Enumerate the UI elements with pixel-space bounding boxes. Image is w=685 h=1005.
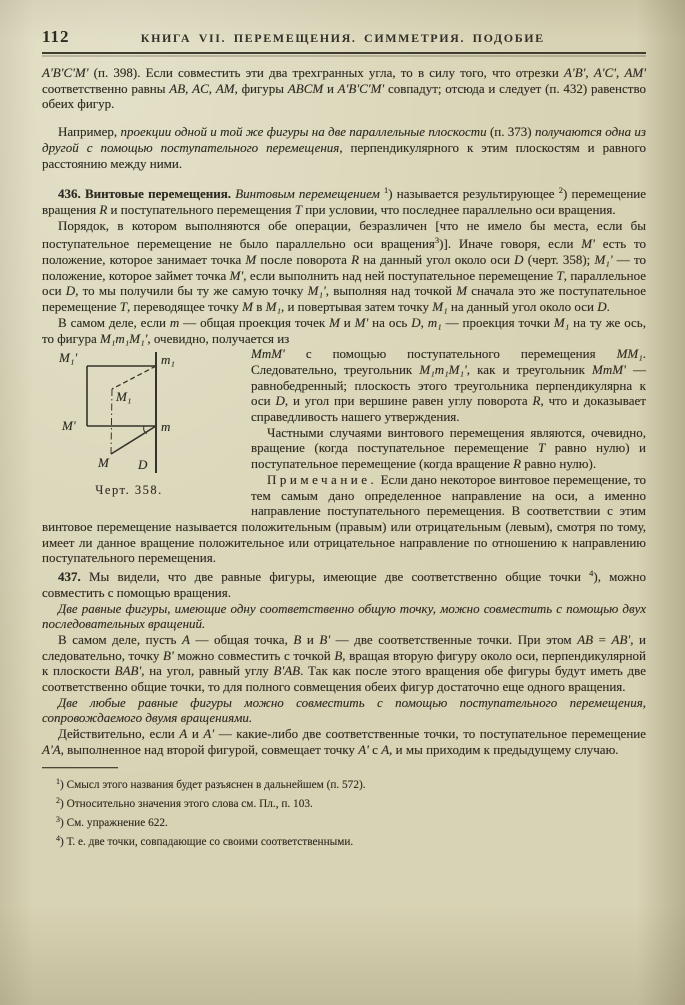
figure-label-m1-small: m₁ [161, 352, 175, 368]
figure-chert-358 [59, 349, 199, 499]
body-text [42, 65, 646, 758]
paragraph-trihedral-angles: A'B'C'M' (п. 398). Если совместить эти два трехгранных угла, то в силу того, что отрезки A'B', A'C', AM' соответственно равны AB, AC, AM, фигуры ABCM и A'B'C'M' совпадут; отсюда и следует (п. 432) равенство обеих фигур. [42, 65, 647, 112]
screw-displacement-diagram [59, 349, 199, 479]
paragraph-436-intro: 436. Винтовые перемещения. Винтовым перемещением $^1$) называется результирующее $^2$) перемещение вращения R и поступательного перемещения T при условии, что последнее параллельно оси вращения. [42, 185, 646, 217]
footnote-1 [56, 774, 646, 793]
page-header [42, 27, 646, 47]
paragraph-436-order: Порядок, в котором выполняются обе операции, безразличен [что не имело бы места, если бы поступательное перемещение не было параллельно оси вращения$^3$)]. Иначе говоря, если M' есть то положение, которое занимает точка M после поворота R на данный угол около оси D (черт. 358); M₁' — то положение, которое займет точка M', если выполнить над ней поступательное перемещение T, параллельное оси D, то мы получили бы ту же самую точку M₁', выполняя над точкой M сначала это же поступательное перемещение T, переводящее точку M в M₁, и повертывая затем точку M₁ на данный угол около оси D. [42, 217, 647, 315]
paragraph-436-proof-continuation: MmM' с помощью поступательного перемещения MM₁. Следовательно, треугольник M₁m₁M₁', как и треугольник MmM' — равнобедренный; плоскость этого треугольника перпендикулярна к оси D, и угол при вершине равен углу поворота R, что и доказывает справедливость нашего утверждения. [251, 346, 647, 425]
footnote-3-marker: 3 [56, 814, 60, 824]
paragraph-436-proof-start: В самом деле, если m — общая проекция точек M и M' на ось D, m₁ — проекция точки M₁ на ту же ось, то фигура M₁m₁M₁', очевидно, получается из [42, 314, 646, 346]
footnote-4-text: ) Т. е. две точки, совпадающие со своими соответственными. [60, 836, 354, 849]
figure-label-m1-prime: M₁' [59, 350, 78, 366]
segment-M-m [111, 426, 156, 454]
dashdot-segment-M1-M [111, 389, 112, 454]
page-number: 112 [42, 27, 70, 46]
figure-label-M1: M₁ [116, 389, 132, 405]
figure-label-m-prime: M' [62, 418, 76, 434]
figure-caption: Черт. 358. [95, 483, 163, 498]
footnote-2-marker: 2 [56, 795, 60, 805]
footnote-4 [56, 831, 646, 850]
footnote-3-text: ) См. упражнение 622. [60, 816, 168, 829]
paragraph-projections-example: Например, проекции одной и той же фигуры на две параллельные плоскости (п. 373) получаются одна из другой с помощью поступательного перемещения, перпендикулярного к этим плоскостям и равного расстоянию между ними. [42, 124, 646, 171]
paragraph-437-theorem-any-figures: Две любые равные фигуры можно совместить с помощью поступательного перемещения, сопровождаемого двумя вращениями. [42, 694, 646, 726]
paragraph-436-special-cases: Частными случаями винтового перемещения являются, очевидно, вращение (когда поступательное перемещение T равно нулю) и поступательное перемещение (когда вращение R равно нулю). [251, 424, 646, 472]
page-content [42, 0, 646, 850]
paragraph-436-note: Примечание. Если дано некоторое винтовое перемещение, то тем самым дано определенное направление на оси, а именно направление поступательного перемещения. В соответствии с этим винтовое перемещение называется положительным (правым) или отрицательным (левым), смотря по тому, имеет ли данное вращение положительное или отрицательное направление по отношению к направлению поступательного перемещения. [42, 471, 646, 566]
paragraph-437-theorem-one-point: Две равные фигуры, имеющие одну соответственно общую точку, можно совместить с помощью двух последовательных вращений. [42, 600, 646, 632]
footnote-1-text: ) Смысл этого названия будет разъяснен в дальнейшем (п. 572). [60, 778, 366, 791]
footnotes [42, 774, 646, 851]
header-rule [42, 52, 646, 54]
footnote-4-marker: 4 [56, 834, 60, 844]
footnote-2 [56, 793, 646, 812]
figure-label-m-small: m [161, 419, 171, 435]
dashed-segment-m1-M1 [112, 366, 156, 389]
footnote-separator [42, 767, 118, 768]
paragraph-437-conclusion: Действительно, если A и A' — какие-либо две соответственные точки, то поступательное перемещение A'A, выполненное над второй фигурой, совмещает точку A' с A, и мы приходим к предыдущему случаю. [42, 726, 647, 757]
footnote-3 [56, 812, 646, 831]
paragraph-437-intro: 437. Мы видели, что две равные фигуры, имеющие две соответственно общие точки $^4$), можно совместить с помощью вращения. [42, 568, 646, 600]
paragraph-437-proof: В самом деле, пусть A — общая точка, B и B' — две соответственные точки. При этом AB = AB', и следовательно, точку B' можно совместить с точкой B, вращая вторую фигуру около оси, перпендикулярной к плоскости BAB', на угол, равный углу B'AB. Так как после этого вращения обе фигуры будут иметь две соответственно общие точки, то для полного совмещения обеих фигур достаточно еще одного вращения. [42, 631, 646, 695]
figure-label-M: M [98, 455, 109, 471]
figure-label-D: D [138, 457, 148, 473]
footnote-2-text: ) Относительно значения этого слова см. Пл., п. 103. [60, 797, 313, 810]
footnote-1-marker: 1 [56, 776, 60, 786]
running-header: КНИГА VII. ПЕРЕМЕЩЕНИЯ. СИММЕТРИЯ. ПОДОБИЕ [140, 31, 545, 45]
